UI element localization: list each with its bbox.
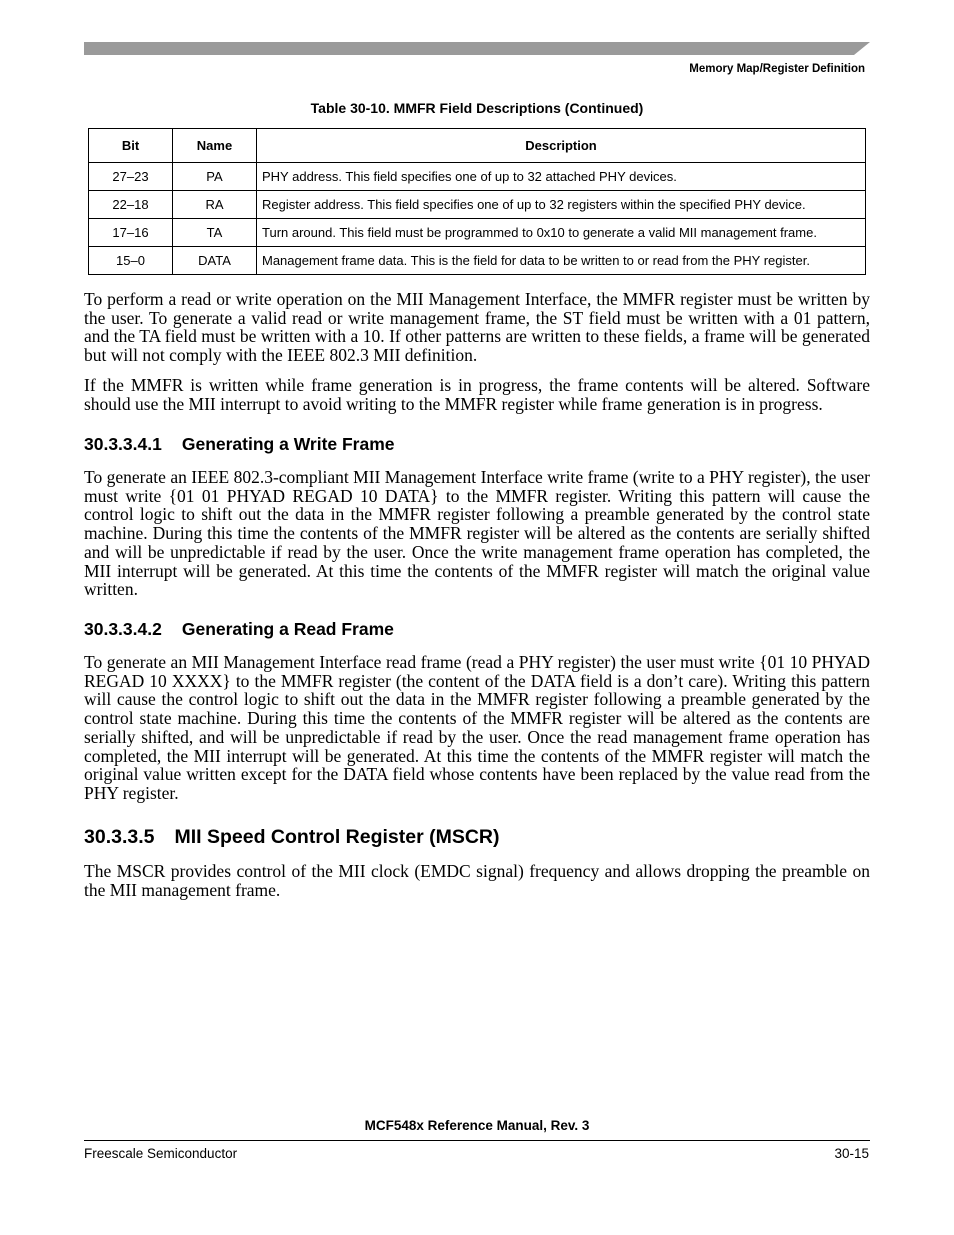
cell-name: PA: [173, 163, 257, 191]
column-header-bit: Bit: [89, 129, 173, 163]
cell-bit: 22–18: [89, 191, 173, 219]
heading-write-frame: [84, 434, 395, 455]
column-header-description: Description: [257, 129, 866, 163]
paragraph-read-frame: To generate an MII Management Interface read frame (read a PHY register) the user must write {01 10 PHYAD REGAD 10 XXXX} to the MMFR register (the content of the DATA field is a don’t care). Writing this pattern will cause the control logic to shift out the data in the MMFR register following a preamble generated by the control state machine. During this time the contents of the MMFR register will be altered as the contents are serially shifted, and will be unpredictable if read by the user. Once the read management frame operation has completed, the MII interrupt will be generated. At this time the contents of the MMFR register will match the original value written except for the DATA field whose contents have been replaced by the value read from the PHY register.: [84, 652, 870, 803]
heading-read-frame: [84, 619, 394, 640]
column-header-name: Name: [173, 129, 257, 163]
footer-company: Freescale Semiconductor: [84, 1146, 238, 1161]
table-header-row: [89, 129, 866, 163]
heading-title: Generating a Write Frame: [181, 434, 395, 454]
cell-name: DATA: [173, 247, 257, 275]
table-caption: Table 30-10. MMFR Field Descriptions (Continued): [310, 100, 644, 116]
cell-bit: 15–0: [89, 247, 173, 275]
footer-page-number: 30-15: [834, 1146, 869, 1161]
table-row: [89, 247, 866, 275]
table-row: [89, 163, 866, 191]
heading-title: MII Speed Control Register (MSCR): [174, 826, 500, 848]
footer-manual-title: MCF548x Reference Manual, Rev. 3: [364, 1118, 590, 1133]
heading-title: Generating a Read Frame: [181, 619, 394, 639]
header-bar: [84, 42, 870, 55]
cell-description: Turn around. This field must be programmed to 0x10 to generate a valid MII management frame.: [257, 219, 866, 247]
heading-number: 30.3.3.5: [84, 826, 155, 848]
cell-bit: 27–23: [89, 163, 173, 191]
cell-description: Register address. This field specifies one of up to 32 registers within the specified PHY device.: [257, 191, 866, 219]
paragraph-mscr: The MSCR provides control of the MII clock (EMDC signal) frequency and allows dropping the preamble on the MII management frame.: [84, 861, 870, 900]
table-row: [89, 191, 866, 219]
header-bar-shape: [84, 42, 870, 55]
table-row: [89, 219, 866, 247]
cell-description: Management frame data. This is the field for data to be written to or read from the PHY register.: [257, 247, 866, 275]
paragraph-write-frame: To generate an IEEE 802.3-compliant MII Management Interface write frame (write to a PHY register), the user must write {01 01 PHYAD REGAD 10 DATA} to the MMFR register. Writing this pattern will cause the control logic to shift out the data in the MMFR register following a preamble generated by the control state machine. During this time the contents of the MMFR register will be altered as the contents are serially shifted and will be unpredictable if read by the user. Once the write management frame operation has completed, the MII interrupt will be generated. At this time the contents of the MMFR register will match the original value written.: [84, 467, 870, 600]
heading-number: 30.3.3.4.2: [84, 619, 162, 639]
paragraph-mmfr-altered: If the MMFR is written while frame generation is in progress, the frame contents will be altered. Software should use the MII interrupt to avoid writing to the MMFR register while frame generation is in progress.: [84, 375, 870, 414]
running-head: Memory Map/Register Definition: [689, 63, 865, 75]
cell-description: PHY address. This field specifies one of up to 32 attached PHY devices.: [257, 163, 866, 191]
cell-name: RA: [173, 191, 257, 219]
footer-rule: [84, 1140, 870, 1141]
field-descriptions-table: [88, 128, 866, 275]
cell-bit: 17–16: [89, 219, 173, 247]
heading-mscr: [84, 826, 500, 849]
paragraph-mmfr-operation: To perform a read or write operation on the MII Management Interface, the MMFR register must be written by the user. To generate a valid read or write management frame, the ST field must be written with a 01 pattern, and the TA field must be written with a 10. If other patterns are written to these fields, a frame will be generated but will not comply with the IEEE 802.3 MII definition.: [84, 289, 870, 366]
cell-name: TA: [173, 219, 257, 247]
heading-number: 30.3.3.4.1: [84, 434, 162, 454]
